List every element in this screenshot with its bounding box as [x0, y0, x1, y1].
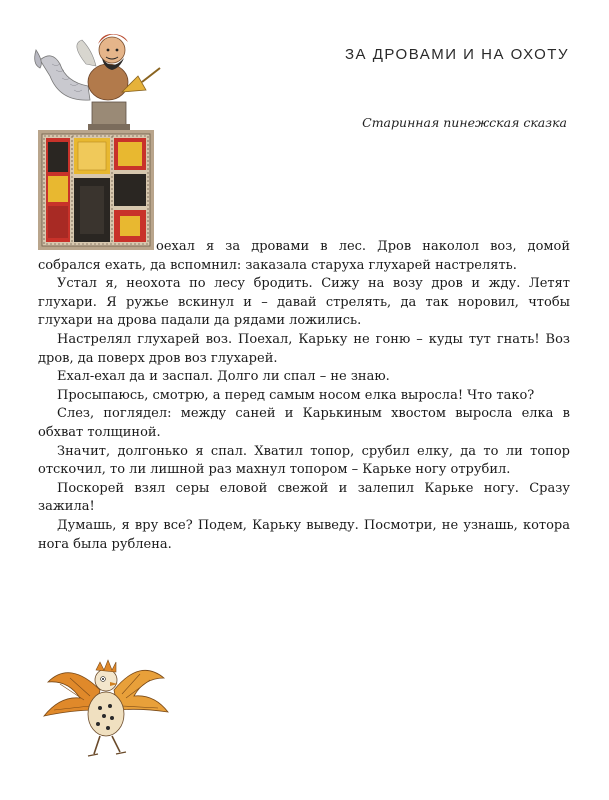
paragraph: оехал я за дровами в лес. Дров наколол воз, домой собрался ехать, да вспомнил: заказала старуха глухарей настрелять. [38, 239, 570, 273]
mermaid-balalaika-illustration [30, 20, 170, 132]
decorated-dropcap [38, 130, 154, 250]
paragraph: Ехал-ехал да и заспал. Долго ли спал – не знаю. [57, 369, 390, 385]
paragraph: Значит, долгонько я спал. Хватил топор, срубил елку, да то ли топор отскочил, то ли лишной раз махнул топором – Карьке ногу отрубил. [38, 443, 570, 478]
paragraph: Просыпаюсь, смотрю, а перед самым носом елка выросла! Что тако? [57, 387, 535, 403]
paragraph: Настрелял глухарей воз. Поехал, Карьку не гоню – куды тут гнать! Воз дров, да поверх дров воз глухарей. [38, 331, 570, 366]
story-title: ЗА ДРОВАМИ И НА ОХОТУ [344, 46, 569, 63]
paragraph: Устал я, неохота по лесу бродить. Сижу на возу дров и жду. Летят глухари. Я ружье вскинул и – давай стрелять, да так норовил, чтобы глухари на дрова падали да рядами ложились. [38, 276, 570, 329]
bird-illustration [40, 650, 170, 762]
story-text [38, 238, 570, 554]
paragraph: Поскорей взял серы еловой свежой и залепил Карьке ногу. Сразу зажила! [38, 480, 570, 515]
paragraph: Слез, поглядел: между саней и Карькиным хвостом выросла елка в обхват толщиной. [38, 406, 570, 440]
paragraph: Думашь, я вру все? Подем, Карьку выведу. Посмотри, не узнашь, котора нога была рублена. [38, 517, 570, 552]
story-subtitle: Старинная пинежская сказка [362, 115, 567, 130]
